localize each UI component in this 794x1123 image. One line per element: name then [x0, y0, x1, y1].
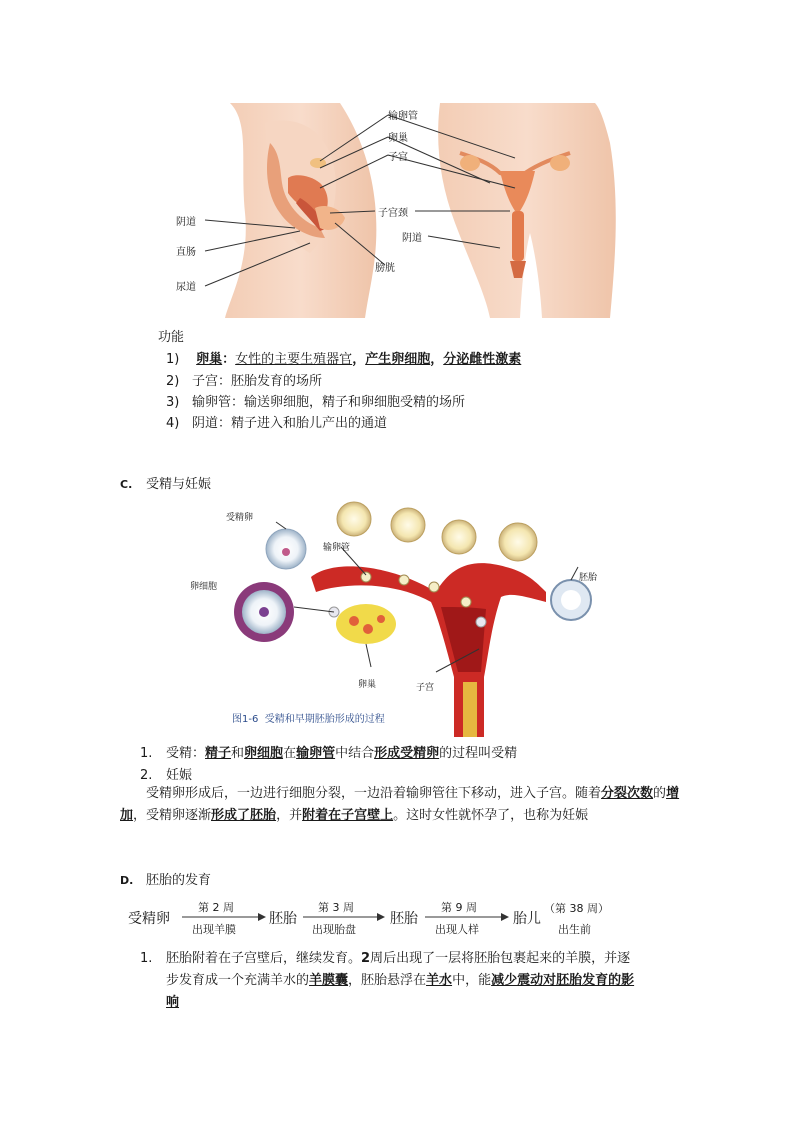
- term-increase: 增加: [120, 786, 680, 823]
- label-egg-cell: 卵细胞: [190, 582, 218, 592]
- flow-label-human-form: 出现人样: [435, 923, 479, 936]
- term-oviduct: 输卵管: [296, 746, 336, 761]
- development-item-1-line2: [166, 970, 686, 992]
- flow-label-week3: 第 3 周: [318, 901, 354, 914]
- function-item-4: [166, 412, 387, 431]
- term-form-zygote: 形成受精卵: [374, 746, 440, 761]
- label-urethra: 尿道: [176, 282, 196, 293]
- term-ovary: 卵巢: [196, 352, 223, 367]
- list-number: 3): [166, 395, 180, 410]
- comma: ，: [430, 352, 444, 367]
- label-embryo: 胚胎: [579, 573, 598, 583]
- flow-node-zygote: 受精卵: [128, 911, 170, 927]
- para-text: 受精卵形成后，一边进行细胞分裂，一边沿着输卵管往下移动，进入子宫。随着: [146, 786, 602, 801]
- section-title: 受精与妊娠: [146, 477, 212, 492]
- flow-node-embryo-1: 胚胎: [269, 911, 297, 927]
- text-produce-egg: 产生卵细胞: [365, 352, 431, 367]
- item-text: 步发育成一个充满羊水的: [166, 973, 310, 988]
- fertilization-figure: [190, 497, 606, 737]
- flow-label-amnion: 出现羊膜: [192, 923, 236, 936]
- label-oviduct: 输卵管: [388, 111, 418, 122]
- function-title: 功能: [158, 330, 185, 345]
- text-combine: 中结合: [335, 746, 375, 761]
- item-text: 子宫：胚胎发育的场所: [192, 374, 323, 389]
- item-text: 周后出现了一层将胚胎包裹起来的羊膜，并逐: [370, 951, 631, 966]
- label-bladder: 膀胱: [375, 263, 395, 274]
- flow-label-placenta: 出现胎盘: [312, 923, 356, 936]
- text-secrete-hormone: 分泌雌性激素: [443, 352, 522, 367]
- item-text: 输卵管：输送卵细胞，精子和卵细胞受精的场所: [192, 395, 466, 410]
- item-text: ，胚胎悬浮在: [348, 973, 427, 988]
- section-letter: D.: [120, 874, 134, 887]
- function-item-1: [166, 348, 521, 367]
- para-text: ，受精卵逐渐: [133, 808, 212, 823]
- section-letter: C.: [120, 478, 133, 491]
- flow-label-week9: 第 9 周: [441, 901, 477, 914]
- term-formed: 形成了: [211, 808, 251, 823]
- pregnancy-title: 妊娠: [166, 768, 193, 783]
- figure-caption: [232, 710, 385, 725]
- list-number: 1): [166, 352, 180, 367]
- label-vagina-left: 阴道: [176, 217, 196, 228]
- label-ovary-c: 卵巢: [358, 680, 377, 690]
- label-oviduct-c: 输卵管: [323, 543, 351, 553]
- term-sperm: 精子: [205, 746, 232, 761]
- text-fertilization-prefix: 受精：: [166, 746, 206, 761]
- term-division-count: 分裂次: [601, 786, 641, 801]
- flow-label-week38: （第 38 周）: [544, 902, 609, 915]
- anatomy-figure: [170, 103, 620, 318]
- para-text: ，并: [276, 808, 303, 823]
- fertilization-definition: [140, 742, 517, 761]
- term-reduce-vibration: 减少震动对胚胎发育的影: [491, 973, 635, 988]
- list-number: 1.: [140, 746, 153, 761]
- label-uterus-c: 子宫: [416, 683, 435, 693]
- para-text: 的: [653, 786, 667, 801]
- list-number: 2): [166, 374, 180, 389]
- pregnancy-heading: [140, 764, 192, 783]
- flow-label-week2: 第 2 周: [198, 901, 234, 914]
- term-influence: 响: [166, 995, 180, 1010]
- development-item-1-line3: [166, 992, 179, 1014]
- item-text: 阴道：精子进入和胎儿产出的通道: [192, 416, 388, 431]
- item-number: 2: [361, 951, 371, 966]
- term-embryo: 胚胎: [250, 808, 277, 823]
- term-amniotic-sac: 羊膜囊: [309, 973, 349, 988]
- text-process: 的过程叫受精: [439, 746, 518, 761]
- list-number: 2.: [140, 768, 153, 783]
- section-title: 胚胎的发育: [146, 873, 212, 888]
- section-d-heading: [120, 869, 211, 888]
- text-in: 在: [283, 746, 297, 761]
- development-item-1: [140, 948, 680, 970]
- para-text: 。这时女性就怀孕了，也称为妊娠: [393, 808, 589, 823]
- term-amniotic-fluid: 羊水: [426, 973, 453, 988]
- list-number: 1.: [140, 951, 153, 966]
- flow-label-before-birth: 出生前: [558, 923, 591, 936]
- label-cervix: 子宫颈: [378, 208, 408, 219]
- separator: ：: [222, 352, 236, 367]
- caption-text: 受精和早期胚胎形成的过程: [264, 714, 385, 725]
- label-vagina-right: 阴道: [402, 233, 422, 244]
- label-rectum: 直肠: [176, 247, 196, 258]
- item-text: 胚胎附着在子宫壁后，继续发育。: [166, 951, 362, 966]
- list-number: 4): [166, 416, 180, 431]
- function-item-2: [166, 370, 322, 389]
- label-uterus: 子宫: [388, 152, 408, 163]
- flow-node-fetus: 胎儿: [513, 911, 541, 927]
- text-and: 和: [231, 746, 245, 761]
- development-flow: [128, 897, 648, 939]
- caption-number: 图1-6: [232, 714, 259, 725]
- fertilization-illustration: [226, 497, 606, 737]
- label-ovary: 卵巢: [388, 133, 408, 144]
- term-attach-uterus: 附着在子宫壁上: [302, 808, 394, 823]
- pregnancy-paragraph: [120, 783, 680, 827]
- section-c-heading: [120, 473, 211, 492]
- comma: ，: [352, 352, 366, 367]
- flow-node-embryo-2: 胚胎: [390, 911, 418, 927]
- item-text: 中，能: [452, 973, 492, 988]
- text-main-organ: 女性的主要生殖器官: [235, 352, 353, 367]
- term-division-count-end: 数: [640, 786, 654, 801]
- label-fertilized-egg: 受精卵: [226, 513, 254, 523]
- function-item-3: [166, 391, 465, 410]
- term-egg-cell: 卵细胞: [244, 746, 284, 761]
